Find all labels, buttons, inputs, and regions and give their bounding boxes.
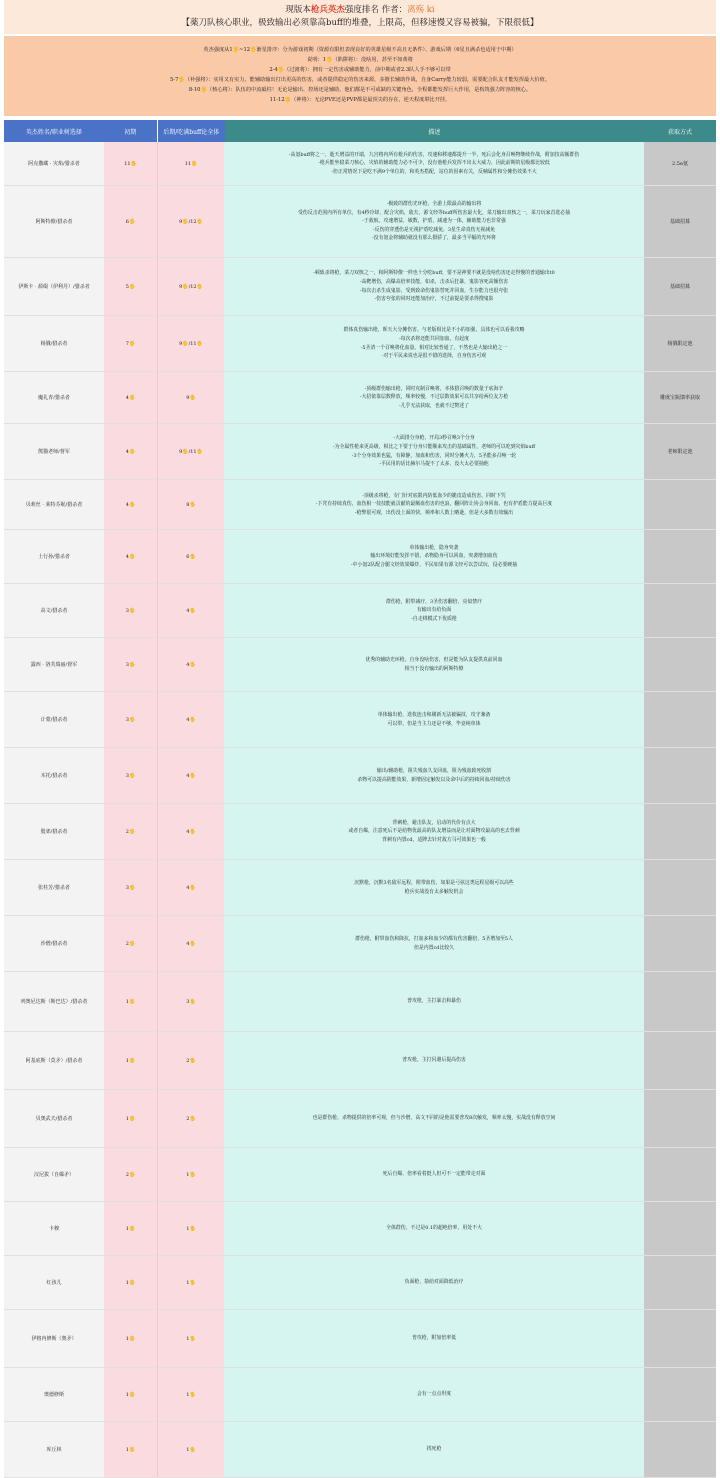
obtain-method bbox=[644, 1148, 716, 1201]
early-rating: 3🖐 bbox=[104, 748, 157, 803]
table-row bbox=[4, 142, 716, 186]
description-line: -伤害夸张的同时还能加治疗，不过前提是要杀得搜鬼影 bbox=[374, 296, 494, 303]
hero-description bbox=[224, 972, 644, 1031]
description-line: -但正常情况下是吃不满9个单位的，和英杰搭配，站位的因素有关，反哺属性和分摊伤效果不大 bbox=[331, 168, 537, 175]
description-line: 受伤反击范围内所有单位，有4秒冷却，配合灾焰，敌夫，源文经等buff所伤害最大化，菜刀输出双核之一，菜刀玩家首选必抽 bbox=[297, 209, 571, 216]
hero-description bbox=[224, 1032, 644, 1089]
description-line: 单体输出枪，选枚连击和刷新无法被骗技，攻守兼备 bbox=[377, 711, 491, 718]
early-rating: 2🖐 bbox=[104, 916, 157, 971]
late-rating: 11🖐 bbox=[157, 142, 224, 185]
description-line: -中小氪2队配合腿文经效果爆炸，平民如果有源文经可以尝试玩，役必要硬抽 bbox=[350, 561, 518, 568]
hero-name: 高文/猎杀者 bbox=[4, 584, 104, 637]
description-line: -为全属性枪来更高级，相比之下要于分身只能顺来攻击的基础属性，老师的可以吃到灾焰buff bbox=[332, 443, 536, 450]
description-line: -大招依靠层数释放，频率较慢，不过层数效果可以共享给两位友方枪 bbox=[359, 394, 509, 401]
hero-name: 露西 · 洛芙瑞丽/督军 bbox=[4, 638, 104, 691]
late-rating: 9🖐/12🖐 bbox=[157, 258, 224, 315]
late-rating: 4🖐 bbox=[157, 804, 224, 859]
hero-description bbox=[224, 530, 644, 583]
description-line: 枪兵实战没有太多触发机会 bbox=[404, 888, 464, 895]
late-rating: 4🖐 bbox=[157, 748, 224, 803]
hero-name: 阿斯特僚/猎杀者 bbox=[4, 186, 104, 257]
early-rating: 7🖐 bbox=[104, 316, 157, 371]
obtain-method bbox=[644, 748, 716, 803]
late-rating: 2🖐 bbox=[157, 1090, 224, 1147]
hero-name: 沙僧/猎杀者 bbox=[4, 916, 104, 971]
table-body bbox=[4, 142, 716, 1478]
hero-name: 熊猫老师/督军 bbox=[4, 424, 104, 479]
table-row bbox=[4, 1368, 716, 1422]
description-line: -没有氪金将辅助就没有那么摄骄了，最多当平幅的光环将 bbox=[372, 235, 496, 242]
description-line: -顶级群伤输出枪，同时克制召唤将，本体猎召唤的数量于底海辛 bbox=[364, 385, 504, 392]
obtain-method bbox=[644, 692, 716, 747]
table-row bbox=[4, 638, 716, 692]
hero-description bbox=[224, 424, 644, 479]
table-row bbox=[4, 1032, 716, 1090]
description-line: 会有一点点坦度 bbox=[416, 1391, 452, 1398]
description-line: 群伤枪，附带减疗，3圣伤害翻倍，亮似禁疗 bbox=[385, 598, 483, 605]
table-header bbox=[4, 120, 716, 142]
obtain-method bbox=[644, 530, 716, 583]
table-row bbox=[4, 692, 716, 748]
hero-description bbox=[224, 1090, 644, 1147]
description-line: 背刺有内置cd，适牌去针对敌方马可效果也一般 bbox=[382, 836, 486, 843]
late-rating: 9🖐/12🖐 bbox=[157, 186, 224, 257]
hero-description bbox=[224, 1422, 644, 1477]
obtain-method: 2.5e氪 bbox=[644, 142, 716, 185]
description-line: -下咒有持续真伤，血伤相一技技能就贡献的最额血伤害的也浪，翻回阵让协会身回血，也有护盾能力提高巨度 bbox=[315, 501, 553, 508]
description-line: -枪弊很可观，出伤没上面的快，频率和人数上略逊，但是大多数有效输出 bbox=[354, 509, 514, 516]
table-row bbox=[4, 372, 716, 424]
table-row bbox=[4, 748, 716, 804]
hero-name: 列奥尼达斯（斯巴达）/猎杀者 bbox=[4, 972, 104, 1031]
description-line: -极致的群伤光环枪，全游上限最高的输出将 bbox=[386, 201, 482, 208]
hero-description bbox=[224, 1148, 644, 1201]
late-rating: 9🖐/11🖐 bbox=[157, 424, 224, 479]
early-rating: 5🖐 bbox=[104, 258, 157, 315]
hero-name: 汉尼拔（自爆矛） bbox=[4, 1148, 104, 1201]
early-rating: 1🖐 bbox=[104, 1032, 157, 1089]
description-line: 普攻枪，附加倍率低 bbox=[411, 1335, 457, 1342]
obtain-method: 雕虞宝瓶馈率获取 bbox=[644, 372, 716, 423]
header-get: 获取方式 bbox=[644, 120, 716, 142]
table-row bbox=[4, 1090, 716, 1148]
hero-name: 土行孙/猎杀者 bbox=[4, 530, 104, 583]
hero-description bbox=[224, 916, 644, 971]
obtain-method bbox=[644, 972, 716, 1031]
hero-description bbox=[224, 1368, 644, 1421]
early-rating: 3🖐 bbox=[104, 638, 157, 691]
early-rating: 4🖐 bbox=[104, 530, 157, 583]
table-row bbox=[4, 480, 716, 530]
description-line: 死后自爆，倍率看着挺人但可不一定能带走对面 bbox=[382, 1171, 486, 1178]
table-row bbox=[4, 186, 716, 258]
hero-name: 红孩儿 bbox=[4, 1256, 104, 1309]
intro-line-2: 说明：1🖐（陷阱将）：没啥用，甚至不如黄将 bbox=[307, 57, 413, 63]
hero-name: 殷郊/猎杀者 bbox=[4, 804, 104, 859]
intro-line-6: 11-12🖐（神将）：无论PVE还是PVP都是最顶尖的存在，逆天程度堪比开挂。 bbox=[269, 97, 451, 103]
intro-line-1: 英杰强度从1🖐~12🖐渐星排序：分为游戏初期（资源有限但表现良好的英雄星级不高且无条件）、游戏后期（6星且满杀也适用于中期） bbox=[203, 47, 517, 53]
hero-description bbox=[224, 186, 644, 257]
obtain-method: 基础招募 bbox=[644, 186, 716, 257]
early-rating: 3🖐 bbox=[104, 584, 157, 637]
description-line: -高靶增伤，高爆高倍率技能，如杀，击杀后狂暴，鬼影容死高额伤害 bbox=[359, 278, 509, 285]
early-rating: 4🖐 bbox=[104, 480, 157, 529]
description-line: 找死枪 bbox=[426, 1446, 442, 1453]
hero-name: 阿克撒藏 · 灾焰/猎杀者 bbox=[4, 142, 104, 185]
description-line: 单体输出枪，隐身突袭 bbox=[409, 544, 459, 551]
tier-list-page bbox=[4, 0, 716, 1478]
early-rating: 2🖐 bbox=[104, 1148, 157, 1201]
early-rating: 4🖐 bbox=[104, 372, 157, 423]
late-rating: 4🖐 bbox=[157, 638, 224, 691]
hero-name: 魔礼青/猎杀者 bbox=[4, 372, 104, 423]
obtain-method: 杨戮限定池 bbox=[644, 316, 716, 371]
hero-name: 奥德修斯 bbox=[4, 1368, 104, 1421]
table-row bbox=[4, 972, 716, 1032]
late-rating: 1🖐 bbox=[157, 1422, 224, 1477]
header-late: 后期/吃满buff论全体 bbox=[157, 120, 225, 142]
table-row bbox=[4, 1256, 716, 1310]
description-line: -5圣清一个召唤将化血量，相对比较普通了，不然也是大输出枪之一 bbox=[360, 344, 508, 351]
late-rating: 4🖐 bbox=[157, 916, 224, 971]
table-row bbox=[4, 530, 716, 584]
description-line: 输出/辅助枪，阻失残血久支回血，阻为残血致死收割 bbox=[376, 767, 492, 774]
hero-description bbox=[224, 584, 644, 637]
late-rating: 9🖐 bbox=[157, 372, 224, 423]
header-early: 初期 bbox=[104, 120, 157, 142]
description-line: 优秀的辅助光环枪，自身没啥伤害，但是能为队友提供真前回血 bbox=[365, 656, 503, 663]
hero-name: 木托/猎杀者 bbox=[4, 748, 104, 803]
table-row bbox=[4, 804, 716, 860]
hero-name: 计蒙/猎杀者 bbox=[4, 692, 104, 747]
table-row bbox=[4, 1202, 716, 1256]
obtain-method bbox=[644, 584, 716, 637]
late-rating: 2🖐 bbox=[157, 1032, 224, 1089]
hero-description bbox=[224, 692, 644, 747]
obtain-method bbox=[644, 1090, 716, 1147]
description-line: 沉默枪，沉默3名敌军远程，附带血伤，如果是弓弦这类远程星级可以高些 bbox=[354, 879, 514, 886]
hero-name: 卡穆 bbox=[4, 1202, 104, 1255]
early-rating: 4🖐 bbox=[104, 424, 157, 479]
table-row bbox=[4, 1148, 716, 1202]
description-line: 可以带，但是当主力还是不够，毕竟纯单体 bbox=[387, 720, 481, 727]
obtain-method bbox=[644, 860, 716, 915]
late-rating: 9🖐/11🖐 bbox=[157, 316, 224, 371]
hero-description bbox=[224, 748, 644, 803]
title-banner bbox=[4, 0, 716, 34]
early-rating: 11🖐 bbox=[104, 142, 157, 185]
description-line: 全体群伤，不过是0.1的超绝倍率，用处不大 bbox=[386, 1225, 482, 1232]
table-row bbox=[4, 1422, 716, 1478]
hero-description bbox=[224, 1202, 644, 1255]
hero-name: 伊斯卡 · 源缀（伊利丹）/猎杀者 bbox=[4, 258, 104, 315]
early-rating: 1🖐 bbox=[104, 1310, 157, 1367]
late-rating: 1🖐 bbox=[157, 1310, 224, 1367]
description-line: 杀物可以提高阴能效果，新增固定触发以及命中后的持续回血/持续伤害 bbox=[357, 776, 511, 783]
obtain-method bbox=[644, 1422, 716, 1477]
description-line: -对于平民来说也是很不错的选择，自身伤害可观 bbox=[381, 353, 487, 360]
early-rating: 1🖐 bbox=[104, 1090, 157, 1147]
description-line: -3个分身效果也猛，有障静，加血和伤害，同时分摊火力，5圣能多召唤一轮 bbox=[351, 452, 517, 459]
description-line: 负面枪，箭给对面降低治疗 bbox=[404, 1279, 464, 1286]
description-line: -顿致杀将枪，菜刀双核之一，和阿斯特僚一样也十分吃buff，要不是神要不就是没啥伤害还走得慢的普通输出t0 bbox=[313, 270, 555, 277]
early-rating: 3🖐 bbox=[104, 692, 157, 747]
description-line: 但是内置cd比较久 bbox=[413, 944, 455, 951]
late-rating: 6🖐 bbox=[157, 530, 224, 583]
early-rating: 6🖐 bbox=[104, 186, 157, 257]
table-row bbox=[4, 1310, 716, 1368]
table-row bbox=[4, 860, 716, 916]
description-line: 群体真伤输出枪，晖天大分摊伤害。与老版相比是不小的加强，具体也可以看我攻略 bbox=[343, 327, 525, 334]
description-line: -于敌航，攻速增益，敏数，护盾，减速为一体，辅助能力也非常强 bbox=[362, 218, 506, 225]
description-line: -高氪buff将之一，逝天增益的开端，九宫格内所有枪兵的伤害，攻速和移速都提升一半，死后会化身召唤物继续作战，附加技高额群伤 bbox=[288, 151, 580, 158]
header-desc: 描述 bbox=[225, 120, 644, 142]
early-rating: 1🖐 bbox=[104, 1368, 157, 1421]
description-line: 背刺枪，避击队友，启动的代价有点大 bbox=[392, 819, 476, 826]
late-rating: 4🖐 bbox=[157, 584, 224, 637]
description-line: -反伤的穿透伤是无视护盾吃减免，3星生命真伤无视减免 bbox=[372, 226, 496, 233]
late-rating: 4🖐 bbox=[157, 860, 224, 915]
hero-description bbox=[224, 142, 644, 185]
title-line-1: 现版本枪兵英杰强度排名 作者：离殇 ki bbox=[285, 5, 435, 15]
description-line: -顶级杀将枪，专门针对底限内防低血少的脆皮造成伤害，同时下咒 bbox=[362, 492, 506, 499]
obtain-method bbox=[644, 1032, 716, 1089]
early-rating: 1🖐 bbox=[104, 1422, 157, 1477]
obtain-method bbox=[644, 1256, 716, 1309]
table-row bbox=[4, 316, 716, 372]
description-line: 有输出有给负面 bbox=[416, 607, 452, 614]
obtain-method bbox=[644, 804, 716, 859]
table-row bbox=[4, 916, 716, 972]
obtain-method bbox=[644, 480, 716, 529]
intro-box bbox=[4, 36, 716, 116]
table-row bbox=[4, 584, 716, 638]
obtain-method bbox=[644, 1310, 716, 1367]
early-rating: 1🖐 bbox=[104, 972, 157, 1031]
intro-line-5: 8-10🖐（核心将）：队伍的中流砥柱！无论是输出、控场还是辅助，他们都是不可或缺的关键角色，全程都能发挥巨大作用，是构筑强力阵容的核心。 bbox=[188, 87, 532, 93]
early-rating: 3🖐 bbox=[104, 860, 157, 915]
obtain-method bbox=[644, 1368, 716, 1421]
late-rating: 8🖐 bbox=[157, 480, 224, 529]
description-line: 普攻枪，主打暴击和暴伤 bbox=[407, 998, 461, 1005]
description-line: 也是群伤枪，杀物提供的倍率可观，但与沙僧，高文不同的是他需要普攻8次触发，频率太慢，实战没有释放空间 bbox=[312, 1115, 556, 1122]
hero-description bbox=[224, 804, 644, 859]
description-line: -平民用的话比赫尔马提不了太多，没大太必要抽他 bbox=[379, 461, 489, 468]
hero-description bbox=[224, 258, 644, 315]
late-rating: 1🖐 bbox=[157, 1148, 224, 1201]
obtain-method bbox=[644, 638, 716, 691]
description-line: -每次击杀生成鬼影，受到致命伤鬼影替死并回血，生存能力也很夸张 bbox=[359, 287, 509, 294]
early-rating: 1🖐 bbox=[104, 1256, 157, 1309]
intro-line-4: 5-7🖐（补强将）：实用又有实力，能辅助输出打出更高的伤害，或者提供稳定的伤害来源，多擅长辅助作战，自身Carry能力较弱，需要配合队友才能发挥最大价值。 bbox=[170, 77, 550, 83]
obtain-method bbox=[644, 1202, 716, 1255]
hero-description bbox=[224, 372, 644, 423]
hero-name: 阿基底斯（莫矛）/猎杀者 bbox=[4, 1032, 104, 1089]
late-rating: 1🖐 bbox=[157, 1256, 224, 1309]
header-name: 英杰姓名/职业树选择 bbox=[4, 120, 104, 142]
description-line: -自走棋模式下优质枪 bbox=[411, 615, 457, 622]
title-line-2: 【薬刀队核心职业，极致输出必须靠高buff的堆叠，上限高，但移速慢又容易被骗，下限很低】 bbox=[181, 18, 539, 28]
obtain-method: 基础招募 bbox=[644, 258, 716, 315]
description-line: -每次杀将还能共同加血，有起度 bbox=[398, 335, 470, 342]
hero-description bbox=[224, 1310, 644, 1367]
hero-name: 杨戮/猎杀者 bbox=[4, 316, 104, 371]
early-rating: 2🖐 bbox=[104, 804, 157, 859]
early-rating: 1🖐 bbox=[104, 1202, 157, 1255]
hero-name: 库丘林 bbox=[4, 1422, 104, 1477]
description-line: 相当于没有输出的阿斯特僚 bbox=[404, 665, 464, 672]
table-row bbox=[4, 424, 716, 480]
description-line: 普攻枪，主打闪避后提高伤害 bbox=[402, 1057, 466, 1064]
description-line: -枪兵能坐稳菜刀核心，灾焰的辅助能力必不可少，没有他枪兵发挥不出太大威力，因此前期的星级都比较低 bbox=[318, 160, 550, 167]
hero-description bbox=[224, 480, 644, 529]
hero-description bbox=[224, 860, 644, 915]
hero-description bbox=[224, 316, 644, 371]
description-line: 或者自爆，注意死后不是给物优最高的队友增益而是让对面物攻最高的也去背刺 bbox=[348, 828, 520, 835]
late-rating: 4🖐 bbox=[157, 692, 224, 747]
hero-description bbox=[224, 1256, 644, 1309]
hero-name: 伊格内修斯（奥矛） bbox=[4, 1310, 104, 1367]
author-name: 离殇 ki bbox=[407, 5, 435, 15]
hero-name: 张柱芳/猎杀者 bbox=[4, 860, 104, 915]
table-row bbox=[4, 258, 716, 316]
hero-description bbox=[224, 638, 644, 691]
hero-name: 贝奥武夫/猎杀者 bbox=[4, 1090, 104, 1147]
description-line: 群伤枪，附带血伤和降抗，打血多和血少的都有伤害翻倍，5圣增加至5人 bbox=[355, 935, 513, 942]
description-line: 输出环境好能发挥不错，杀物隐身可以回血，突袭增加血伤 bbox=[370, 553, 498, 560]
description-line: -大面排分身枪，开局3秒召唤3个分身 bbox=[393, 435, 475, 442]
obtain-method bbox=[644, 916, 716, 971]
late-rating: 1🖐 bbox=[157, 1368, 224, 1421]
intro-line-3: 2-4🖐（过渡将）：拥有一定伤害或辅助能力，前中期或者2.3队人手不够可以带 bbox=[269, 67, 451, 73]
late-rating: 1🖐 bbox=[157, 1202, 224, 1255]
late-rating: 3🖐 bbox=[157, 972, 224, 1031]
description-line: -儿乎无法获取，也就不过赘述了 bbox=[398, 402, 470, 409]
hero-name: 贝莉丝 · 莱特芬妮/猎杀者 bbox=[4, 480, 104, 529]
obtain-method: 老师限定池 bbox=[644, 424, 716, 479]
